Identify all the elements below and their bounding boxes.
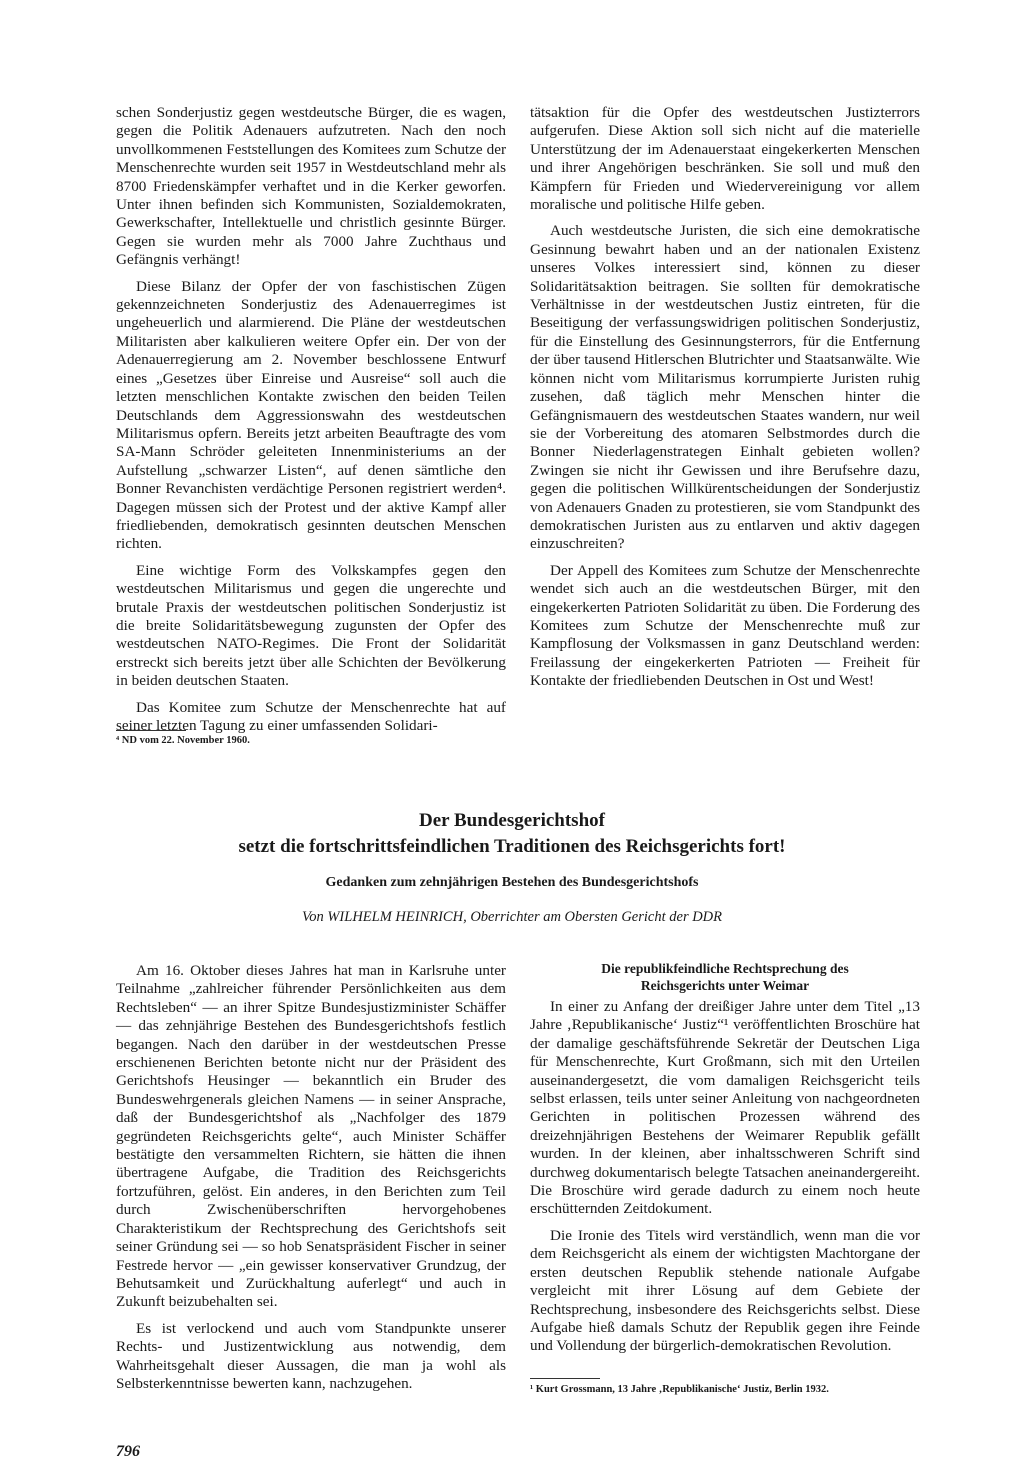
- paragraph: tätsaktion für die Opfer des westdeutschen Justizterrors aufgerufen. Diese Aktion soll sich nicht auf die materielle Unterstützung der im Adenauerstaat eingekerkerten Menschen und ihrer Angehörigen beschränken. Sie soll und muß den Kämpfern für Frieden und Wiedervereinigung vor allem moralische und politische Hilfe geben.: [530, 104, 920, 214]
- page-number: 796: [116, 1443, 140, 1460]
- paragraph: Der Appell des Komitees zum Schutze der Menschenrechte wendet sich auch an die westdeutschen Bürger, mit den eingekerkerten Patrioten Solidarität zu üben. Die Forderung des Komitees zum Schutze der Menschenrechte muß zur Kampflosung der Volksmassen in ganz Deutschland werden: Freilassung der eingekerkerten Patrioten — Freiheit für Kontakte der friedliebenden Deutschen in Ost und West!: [530, 561, 920, 690]
- footnote-rule: [116, 730, 186, 731]
- top-left-column: [116, 104, 506, 743]
- article-right-column: [530, 960, 920, 1364]
- article-byline: Von WILHELM HEINRICH, Oberrichter am Obersten Gericht der DDR: [301, 909, 723, 925]
- section-heading-line-1: Die republikfeindliche Rechtsprechung des: [601, 961, 849, 976]
- paragraph: Es ist verlockend und auch vom Standpunkte unserer Rechts- und Justizentwicklung aus notwendig, dem Wahrheitsgehalt dieser Aussagen, die man ja wohl als Selbsterkenntnisse bewerten kann, nachzugehen.: [116, 1319, 506, 1392]
- paragraph: In einer zu Anfang der dreißiger Jahre unter dem Titel „13 Jahre ‚Republikanische‘ Justiz“¹ veröffentlichten Broschüre hat der damalige geschäftsführende Sekretär der Deutschen Liga für Menschenrechte, Kurt Großmann, sich mit den Urteilen auseinandergesetzt, die vom damaligen Reichsgericht teils selbst erlassen, teils unter seiner Anleitung von nachgeordneten Gerichten in politischen Prozessen während des dreizehnjährigen Bestehens der Weimarer Republik gefällt wurden. In der kleinen, aber inhaltsschweren Schrift sind durchweg dokumentarisch belegte Tatsachen aneinandergereiht. Die Broschüre wird gerade dadurch zu einem noch heute erschütternden Zeitdokument.: [530, 998, 920, 1218]
- paragraph: schen Sonderjustiz gegen westdeutsche Bürger, die es wagen, gegen die Politik Adenauers aufzutreten. Nach den noch unvollkommenen Feststellungen des Komitees zum Schutze der Menschenrechte wurden seit 1957 in Westdeutschland mehr als 8700 Friedenskämpfer verhaftet und in die Kerker geworfen. Unter ihnen befinden sich Kommunisten, Sozialdemokraten, Gewerkschafter, Intellektuelle und christlich gesinnte Bürger. Gegen sie wurden mehr als 7000 Jahre Zuchthaus und Gefängnis verhängt!: [116, 104, 506, 269]
- paragraph: Das Komitee zum Schutze der Menschenrechte hat auf seiner letzten Tagung zu einer umfassenden Solidari-: [116, 698, 506, 734]
- paragraph: Die Ironie des Titels wird verständlich, wenn man die vor dem Reichsgericht als einem der wichtigsten Machtorgane der ersten deutschen Republik stehende nationale Aufgabe vergleicht mit ihrer Lösung auf dem Gebiete der Rechtsprechung, insbesondere des Reichsgerichts selbst. Diese Aufgabe hieß damals Schutz der Republik gegen ihre Feinde und Vollendung der bürgerlich-demokratischen Revolution.: [530, 1226, 920, 1355]
- article-title-line-2: setzt die fortschrittsfeindlichen Traditionen des Reichsgerichts fort!: [238, 836, 786, 857]
- paragraph: Auch westdeutsche Juristen, die sich eine demokratische Gesinnung bewahrt haben und an der nationalen Existenz unseres Volkes interessiert sind, können zu dieser Solidaritätsaktion beitragen. Sie sollten für demokratische Verhältnisse in der westdeutschen Justiz eintreten, für die Beseitigung der verfassungswidrigen politischen Sonderjustiz, für die Einstellung des Gesinnungsterrors, für die Entfernung der über tausend Hitlerschen Blutrichter und Staatsanwälte. Wie können nicht vom Militarismus korrumpierte Juristen ruhig zusehen, daß täglich mehr Menschen hinter die Gefängnismauern des westdeutschen Staates wandern, nur weil sie der Vorbereitung des atomaren Selbstmordes durch die Bonner Niederlagenstrategen Einhalt gebieten wollen? Zwingen sie nicht ihr Gewissen und ihre Berufsehre dazu, gegen die politischen Willkürentscheidungen der Sonderjustiz von Adenauers Gnaden zu protestieren, sie vom Standpunkt des demokratischen Juristen aus zu entlarven und aktiv dagegen einzuschreiten?: [530, 222, 920, 553]
- article-left-column: [116, 962, 506, 1401]
- footnote-rule: [530, 1378, 600, 1379]
- footnote-4: ⁴ ND vom 22. November 1960.: [116, 735, 250, 746]
- paragraph: Am 16. Oktober dieses Jahres hat man in Karlsruhe unter Teilnahme „zahlreicher führender Persönlichkeiten aus dem Rechtsleben“ — an ihrer Spitze Bundesjustizminister Schäffer — das zehnjährige Bestehen des Bundesgerichtshofs festlich begangen. Nach den darüber in der westdeutschen Presse erschienenen Berichten betonte nicht nur der Präsident des Gerichtshofs Heusinger — bekanntlich ein Bruder des Bundeswehrgenerals gleichen Namens — in seiner Ansprache, daß der Bundesgerichtshof als „Nachfolger des 1879 gegründeten Reichsgerichts gelte“, auch Minister Schäffer bestätigte den versammelten Richtern, sie hätten die ihnen übertragene Aufgabe, die Tradition des Reichsgerichts fortzuführen, gelöst. Ein anderes, in den Berichten zum Teil durch Zwischenüberschriften hervorgehobenes Charakteristikum der Rechtsprechung des Gerichtshofs seit seiner Gründung sei — so hob Senatspräsident Fischer in seiner Festrede hervor — „ein gewisser konservativer Grundzug, der Behutsamkeit und Zurückhaltung auferlegt“ und auch in Zukunft beizubehalten sei.: [116, 962, 506, 1311]
- article-subtitle: Gedanken zum zehnjährigen Bestehen des Bundesgerichtshofs: [325, 875, 699, 890]
- paragraph: Diese Bilanz der Opfer der von faschistischen Zügen gekennzeichneten Sonderjustiz des Adenauerregimes ist ungeheuerlich und alarmierend. Die Pläne der westdeutschen Militaristen aber kalkulieren weitere Opfer ein. Der von der Adenauerregierung am 2. November beschlossene Entwurf eines „Gesetzes über Einreise und Ausreise“ soll auch die letzten menschlichen Kontakte zwischen den beiden Teilen Deutschlands dem Aggressionswahn des westdeutschen Militarismus opfern. Bereits jetzt arbeiten Beauftragte des vom SA-Mann Schröder geleiteten Innenministeriums an der Aufstellung „schwarzer Listen“, auf denen sämtliche den Bonner Revanchisten verdächtige Personen registriert werden⁴. Dagegen müssen sich der Protest und der aktive Kampf aller friedliebenden, demokratisch gesinnten deutschen Menschen richten.: [116, 277, 506, 553]
- article-title-line-1: Der Bundesgerichtshof: [419, 810, 605, 831]
- paragraph: Eine wichtige Form des Volkskampfes gegen den westdeutschen Militarismus und gegen die ungerechte und brutale Praxis der westdeutschen politischen Sonderjustiz ist die breite Solidaritätsbewegung zugunsten der Opfer des westdeutschen NATO-Regimes. Die Front der Solidarität erstreckt sich bereits jetzt über alle Schichten der Bevölkerung in beiden deutschen Staaten.: [116, 561, 506, 690]
- footnote-1: ¹ Kurt Grossmann, 13 Jahre ‚Republikanische‘ Justiz, Berlin 1932.: [530, 1384, 829, 1395]
- section-heading: [530, 960, 920, 994]
- section-heading-line-2: Reichsgerichts unter Weimar: [640, 978, 810, 993]
- top-right-column: [530, 104, 920, 699]
